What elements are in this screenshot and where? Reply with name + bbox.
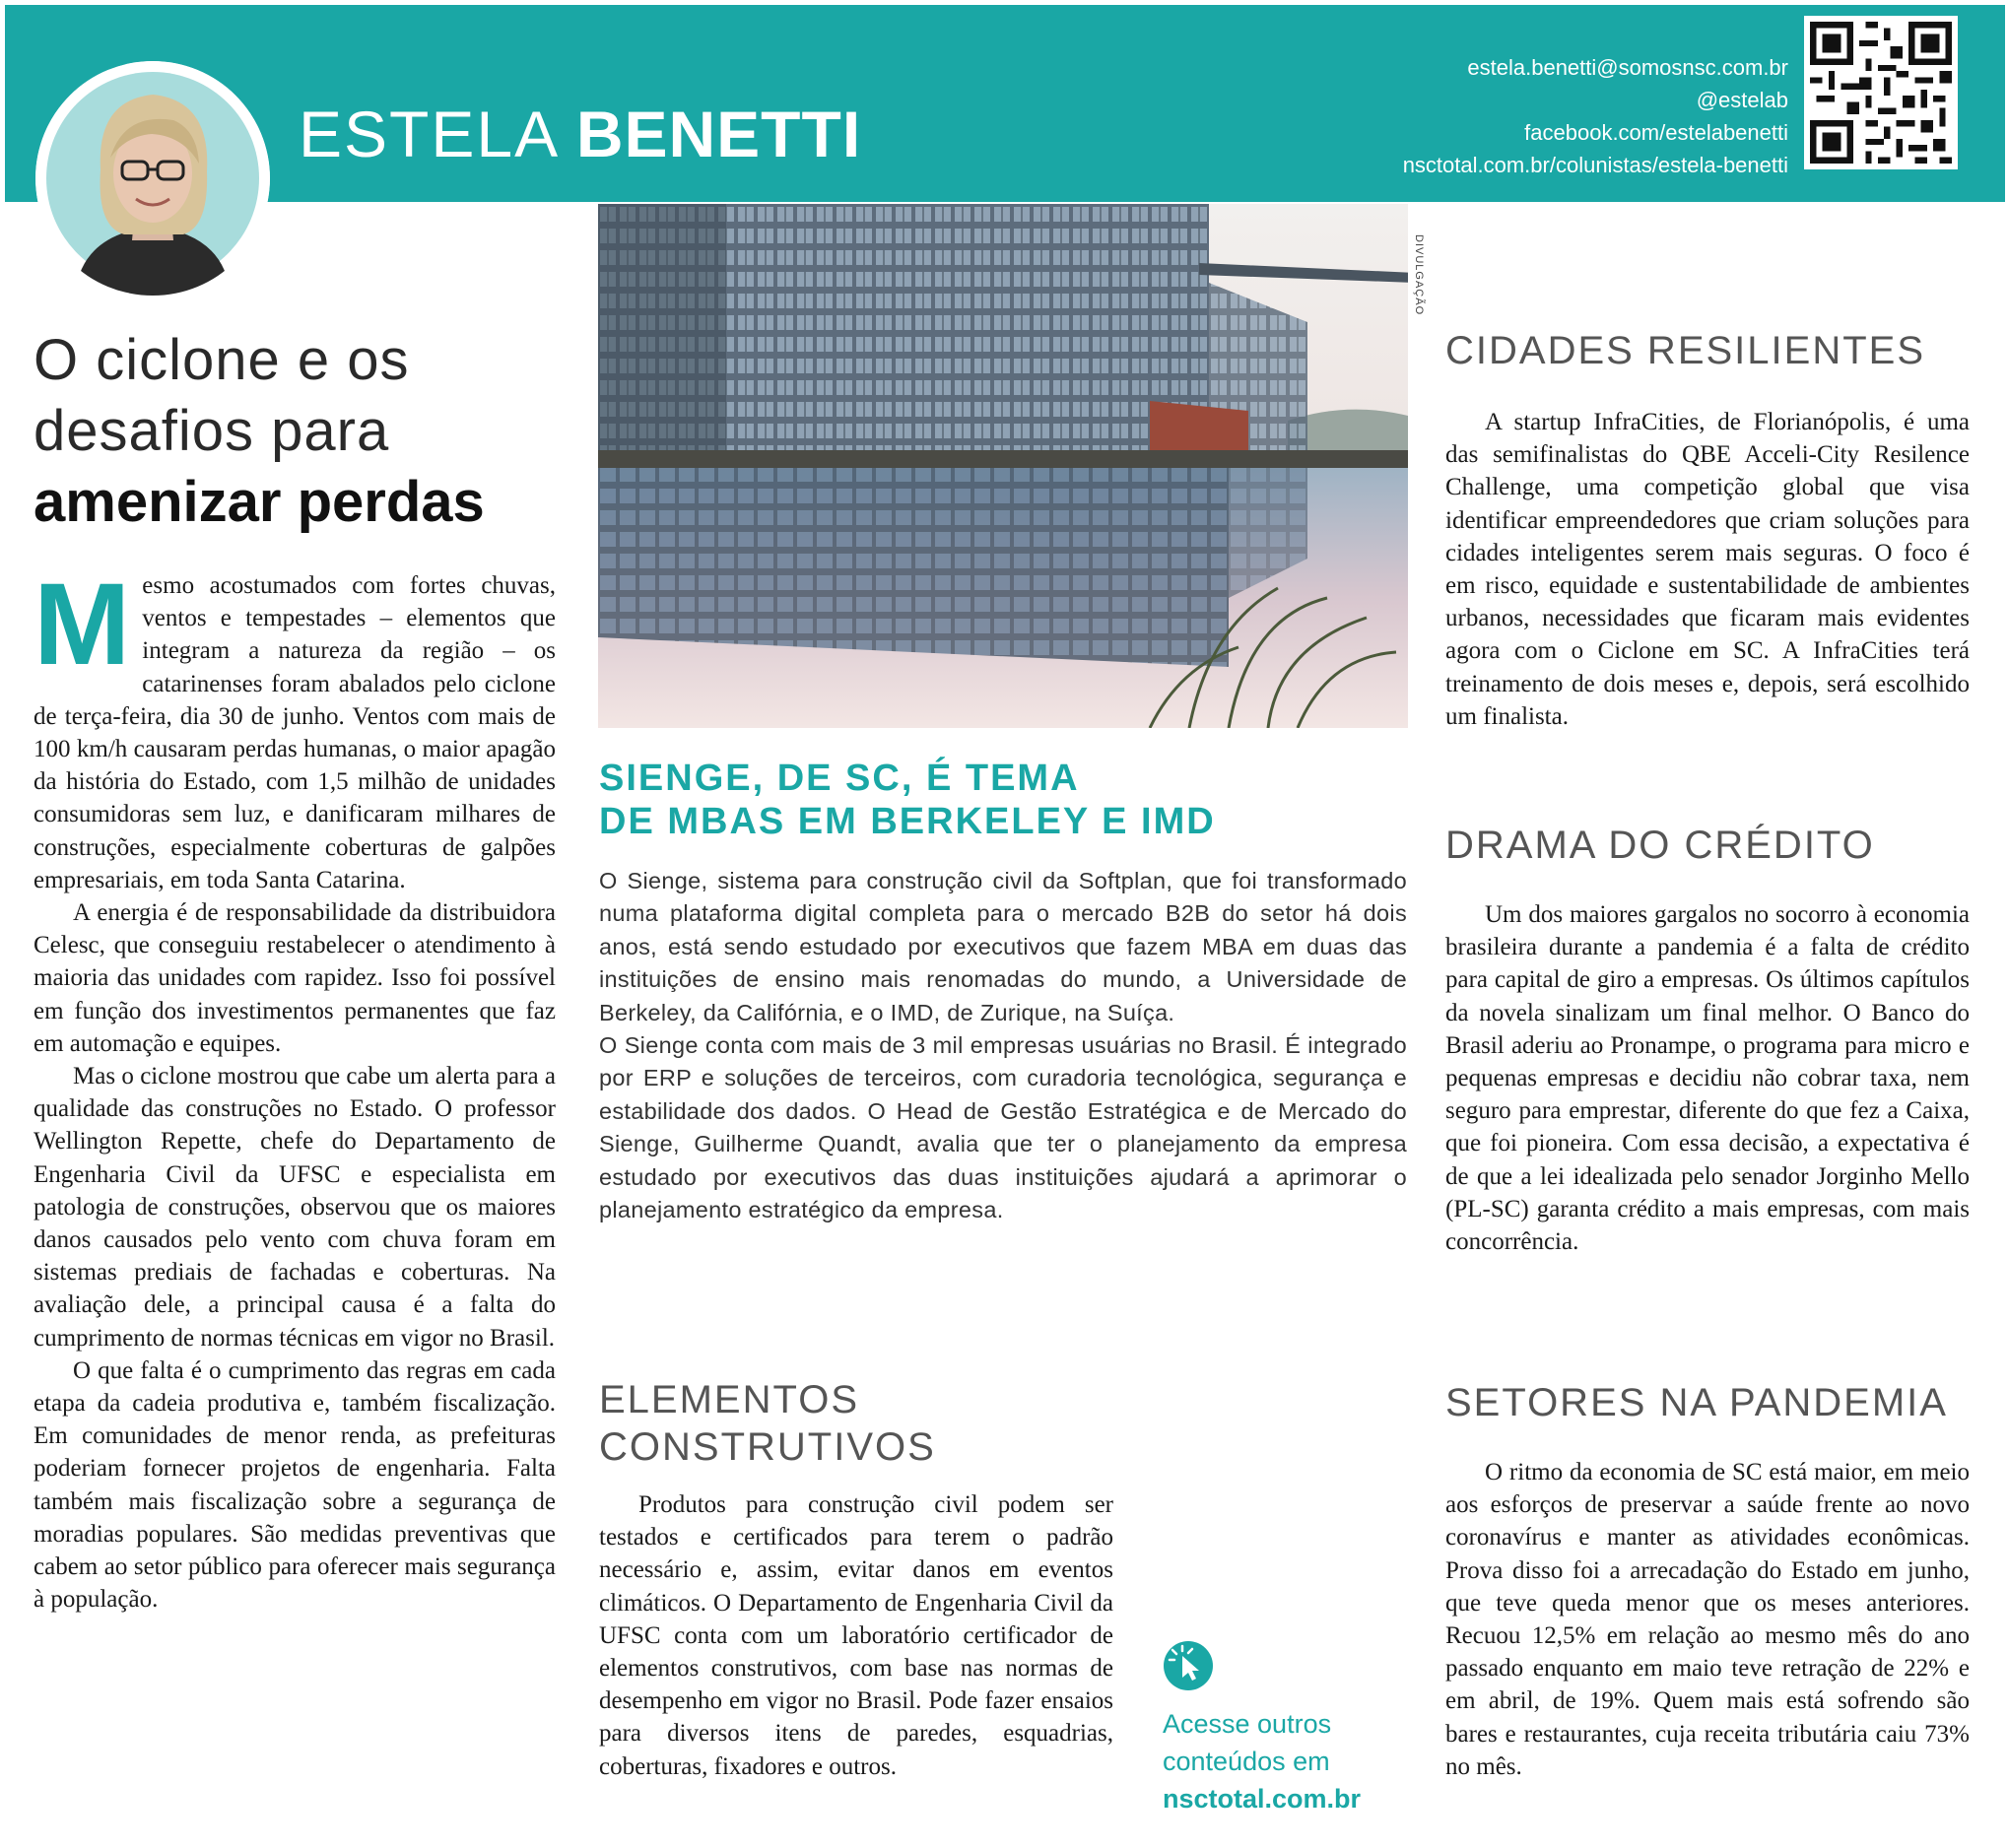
sienge-paragraph-2: O Sienge conta com mais de 3 mil empresas usuárias no Brasil. É integrado por ERP e soluções de terceiros, com curadoria tecnológica, segurança e estabilidade dos dados. O Head de Gestão Estratégica e de Mercado do Sienge, Guilherme Quandt, avalia que ter o planejamento da empresa estudado por executivos das duas instituições ajudará a aprimorar o planejamento estratégico da empresa. [599,1032,1407,1223]
cidades-paragraph-1: A startup InfraCities, de Florianópolis, é uma das semifinalistas do QBE Acceli-City Resilence Challenge, uma competição global que visa identificar empreendedores que criam soluções para cidades inteligentes serem mais seguras. O foco é em risco, equidade e sustentabilidade de ambientes urbanos, necessidades que ficaram mais evidentes agora com o Ciclone em SC. A InfraCities terá treinamento de dois meses e, depois, será escolhido um finalista. [1445,409,1970,730]
author-contacts [1403,51,1788,181]
drama-body [1445,898,1970,1258]
elementos-body [599,1488,1113,1783]
cta-line-2: conteúdos em [1163,1747,1330,1776]
social-handle[interactable]: @estelab [1696,88,1788,112]
qr-code-icon[interactable] [1804,16,1958,169]
headline-line-2: desafios para [33,399,390,463]
sienge-paragraph-1: O Sienge, sistema para construção civil da Softplan, que foi transformado numa plataforma digital completa para o mercado B2B do setor há dois anos, está sendo estudado por executivos que fazem MBA em duas das instituições de ensino mais renomadas do mundo, a Universidade de Berkeley, da Califórnia, e o IMD, de Zurique, na Suíça. [599,868,1407,1025]
sienge-body [599,865,1407,1226]
main-paragraph-1-text: esmo acostumados com fortes chuvas, ventos e tempestades – elementos que integram a natureza da região – os catarinenses foram abalados pelo ciclone de terça-feira, dia 30 de junho. Ventos com mais de 100 km/h causaram perdas humanas, o maior apagão da história do Estado, com 1,5 milhão de unidades consumidoras sem luz, e danificaram milhares de construções, especialmente coberturas de galpões empresariais, em toda Santa Catarina. [33,572,556,893]
dropcap: M [33,560,131,690]
setores-title: SETORES NA PANDEMIA [1445,1381,1948,1424]
author-last-name: BENETTI [575,98,862,170]
cta-site-link[interactable]: nsctotal.com.br [1163,1784,1362,1814]
headline-line-1: O ciclone e os [33,328,410,392]
cta-line-1: Acesse outros [1163,1709,1332,1739]
author-first-name: ESTELA [299,98,557,170]
author-portrait [35,61,270,296]
drama-paragraph-1: Um dos maiores gargalos no socorro à economia brasileira durante a pandemia é a falta de crédito para capital de giro a empresas. Os últimos capítulos da novela sinalizam um final melhor. O Banco do Brasil aderiu ao Pronampe, o programa para micro e pequenas empresas e decidiu não cobrar taxa, nem seguro para emprestar, diferente do que fez a Caixa, que foi pioneira. Com essa decisão, a expectativa é de que a lei idealizada pelo senador Jorginho Mello (PL-SC) garanta crédito a mais empresas, com mais concorrência. [1445,901,1970,1256]
main-article-body [33,560,556,1617]
main-paragraph-4: O que falta é o cumprimento das regras em cada etapa da cadeia produtiva e, também fiscalização. Em comunidades de menor renda, as prefeituras poderiam fornecer projetos de engenharia. Falta também mais fiscalização sobre a segurança de moradias populares. São medidas preventivas que cabem ao setor público para oferecer mais segurança à população. [33,1356,556,1614]
website-link[interactable]: nsctotal.com.br/colunistas/estela-benetti [1402,153,1788,177]
headline-line-3: amenizar perdas [33,470,485,534]
elementos-title-line-2: CONSTRUTIVOS [599,1425,936,1469]
cta-block [1163,1705,1399,1817]
email-link[interactable]: estela.benetti@somosnsc.com.br [1467,55,1788,80]
sienge-headline-line-1: SIENGE, DE SC, É TEMA [599,758,1080,799]
setores-paragraph-1: O ritmo da economia de SC está maior, em meio aos esforços de preservar a saúde frente ao novo coronavírus e manter as atividades econômicas. Prova disso foi a arrecadação do Estado em junho, que teve queda menor que os meses anteriores. Recuou 12,5% em relação ao mesmo mês do ano passado enquanto em maio teve retração de 22% e em abril, de 19%. Quem mais está sofrendo são bares e restaurantes, cuja receita tributária caiu 73% no mês. [1445,1459,1970,1780]
elementos-title-line-1: ELEMENTOS [599,1378,859,1421]
sienge-headline [599,757,1407,843]
main-paragraph-1 [33,560,556,896]
cursor-click-icon [1163,1640,1214,1691]
setores-body [1445,1456,1970,1783]
main-headline [33,325,585,538]
photo-credit: DIVULGAÇÃO [1413,234,1425,316]
sienge-headline-line-2: DE MBAS EM BERKELEY E IMD [599,801,1216,842]
drama-title: DRAMA DO CRÉDITO [1445,824,1875,867]
main-paragraph-3: Mas o ciclone mostrou que cabe um alerta para a qualidade das construções no Estado. O professor Wellington Repette, chefe do Departamento de Engenharia Civil da UFSC e especialista em patologia de construções, observou que os maiores danos causados pelo vento com chuva foram em sistemas prediais de fachadas e coberturas. Na avaliação dele, a principal causa é a falta do cumprimento de normas técnicas em vigor no Brasil. [33,1063,556,1352]
author-name [299,95,861,173]
cidades-title: CIDADES RESILIENTES [1445,329,1926,372]
cidades-body [1445,406,1970,733]
elementos-title [599,1376,1111,1471]
main-paragraph-2: A energia é de responsabilidade da distribuidora Celesc, que conseguiu restabelecer o atendimento à maioria das unidades com rapidez. Isso foi possível em função dos investimentos permanentes que faz em automação e equipes. [33,899,556,1057]
facebook-link[interactable]: facebook.com/estelabenetti [1524,120,1788,145]
elementos-paragraph-1: Produtos para construção civil podem ser testados e certificados para terem o padrão necessário e, assim, evitar danos em eventos climáticos. O Departamento de Engenharia Civil da UFSC conta com um laboratório certificador de elementos construtivos, com base nas normas de desempenho em vigor no Brasil. Pode fazer ensaios para diversos itens de paredes, esquadrias, coberturas, fixadores e outros. [599,1491,1113,1780]
building-photo [598,204,1408,728]
